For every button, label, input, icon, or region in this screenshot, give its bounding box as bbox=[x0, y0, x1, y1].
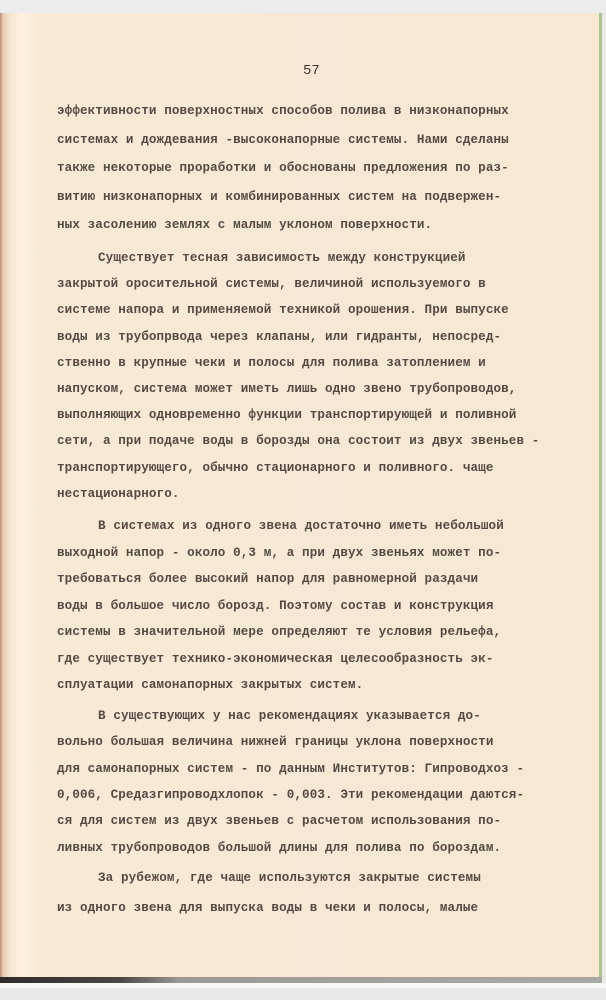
text-line: нестационарного. bbox=[57, 486, 180, 501]
text-line: напуском, система может иметь лишь одно звено трубопроводов, bbox=[57, 382, 517, 396]
text-line: системы в значительной мере определяют те условия рельефа, bbox=[57, 625, 502, 639]
text-line: ливных трубопроводов большой длины для полива по бороздам. bbox=[57, 840, 502, 855]
text-line: За рубежом, где чаще используются закрытые системы bbox=[98, 871, 481, 885]
text-line: транспортирующего, обычно стационарного и поливного. чаще bbox=[57, 460, 494, 475]
text-line: сети, а при подаче воды в борозды она состоит из двух звеньев - bbox=[57, 434, 540, 449]
text-line: ных засолению землях с малым уклоном поверхности. bbox=[57, 218, 433, 232]
text-line: воды из трубопрвода через клапаны, или гидранты, непосред- bbox=[57, 329, 502, 344]
text-line: В системах из одного звена достаточно иметь небольшой bbox=[98, 519, 504, 533]
text-line: где существует технико-экономическая целесообразность эк- bbox=[57, 651, 494, 666]
text-line: сплуатации самонапорных закрытых систем. bbox=[57, 678, 364, 692]
text-line: ся для систем из двух звеньев с расчетом использования по- bbox=[57, 814, 502, 829]
text-line: вольно большая величина нижней границы уклона поверхности bbox=[57, 735, 494, 750]
text-line: для самонапорных систем - по данным Институтов: Гипроводхоз - bbox=[57, 761, 525, 776]
text-line: витию низконапорных и комбинированных систем на подвержен- bbox=[57, 189, 502, 204]
text-line: ственно в крупные чеки и полосы для полива затоплением и bbox=[57, 355, 486, 370]
text-line: воды в большое число борозд. Поэтому состав и конструкция bbox=[57, 598, 494, 613]
text-line: из одного звена для выпуска воды в чеки и полосы, малые bbox=[57, 901, 479, 915]
text-line: выполняющих одновременно функции транспортирующей и поливной bbox=[57, 408, 517, 423]
text-line: системах и дождевания -высоконапорные системы. Нами сделаны bbox=[57, 132, 509, 147]
text-line: 0,006, Средазгипроводхлопок - 0,003. Эти рекомендации даются- bbox=[57, 787, 525, 802]
text-line: эффективности поверхностных способов полива в низконапорных bbox=[57, 104, 509, 118]
page-number: 57 bbox=[303, 63, 320, 79]
page-right-edge bbox=[599, 13, 602, 978]
text-line: В существующих у нас рекомендациях указывается до- bbox=[98, 709, 481, 723]
text-line: закрытой оросительной системы, величиной используемого в bbox=[57, 277, 486, 292]
text-line: Существует тесная зависимость между конструкцией bbox=[98, 251, 466, 265]
viewer-top-strip bbox=[0, 0, 606, 13]
text-line: системе напора и применяемой техникой орошения. При выпуске bbox=[57, 303, 509, 318]
viewer-bottom-strip bbox=[0, 983, 606, 988]
text-line: выходной напор - около 0,3 м, а при двух звеньях может по- bbox=[57, 545, 502, 560]
text-line: требоваться более высокий напор для равномерной раздачи bbox=[57, 572, 479, 586]
text-line: также некоторые проработки и обоснованы предложения по раз- bbox=[57, 161, 509, 175]
